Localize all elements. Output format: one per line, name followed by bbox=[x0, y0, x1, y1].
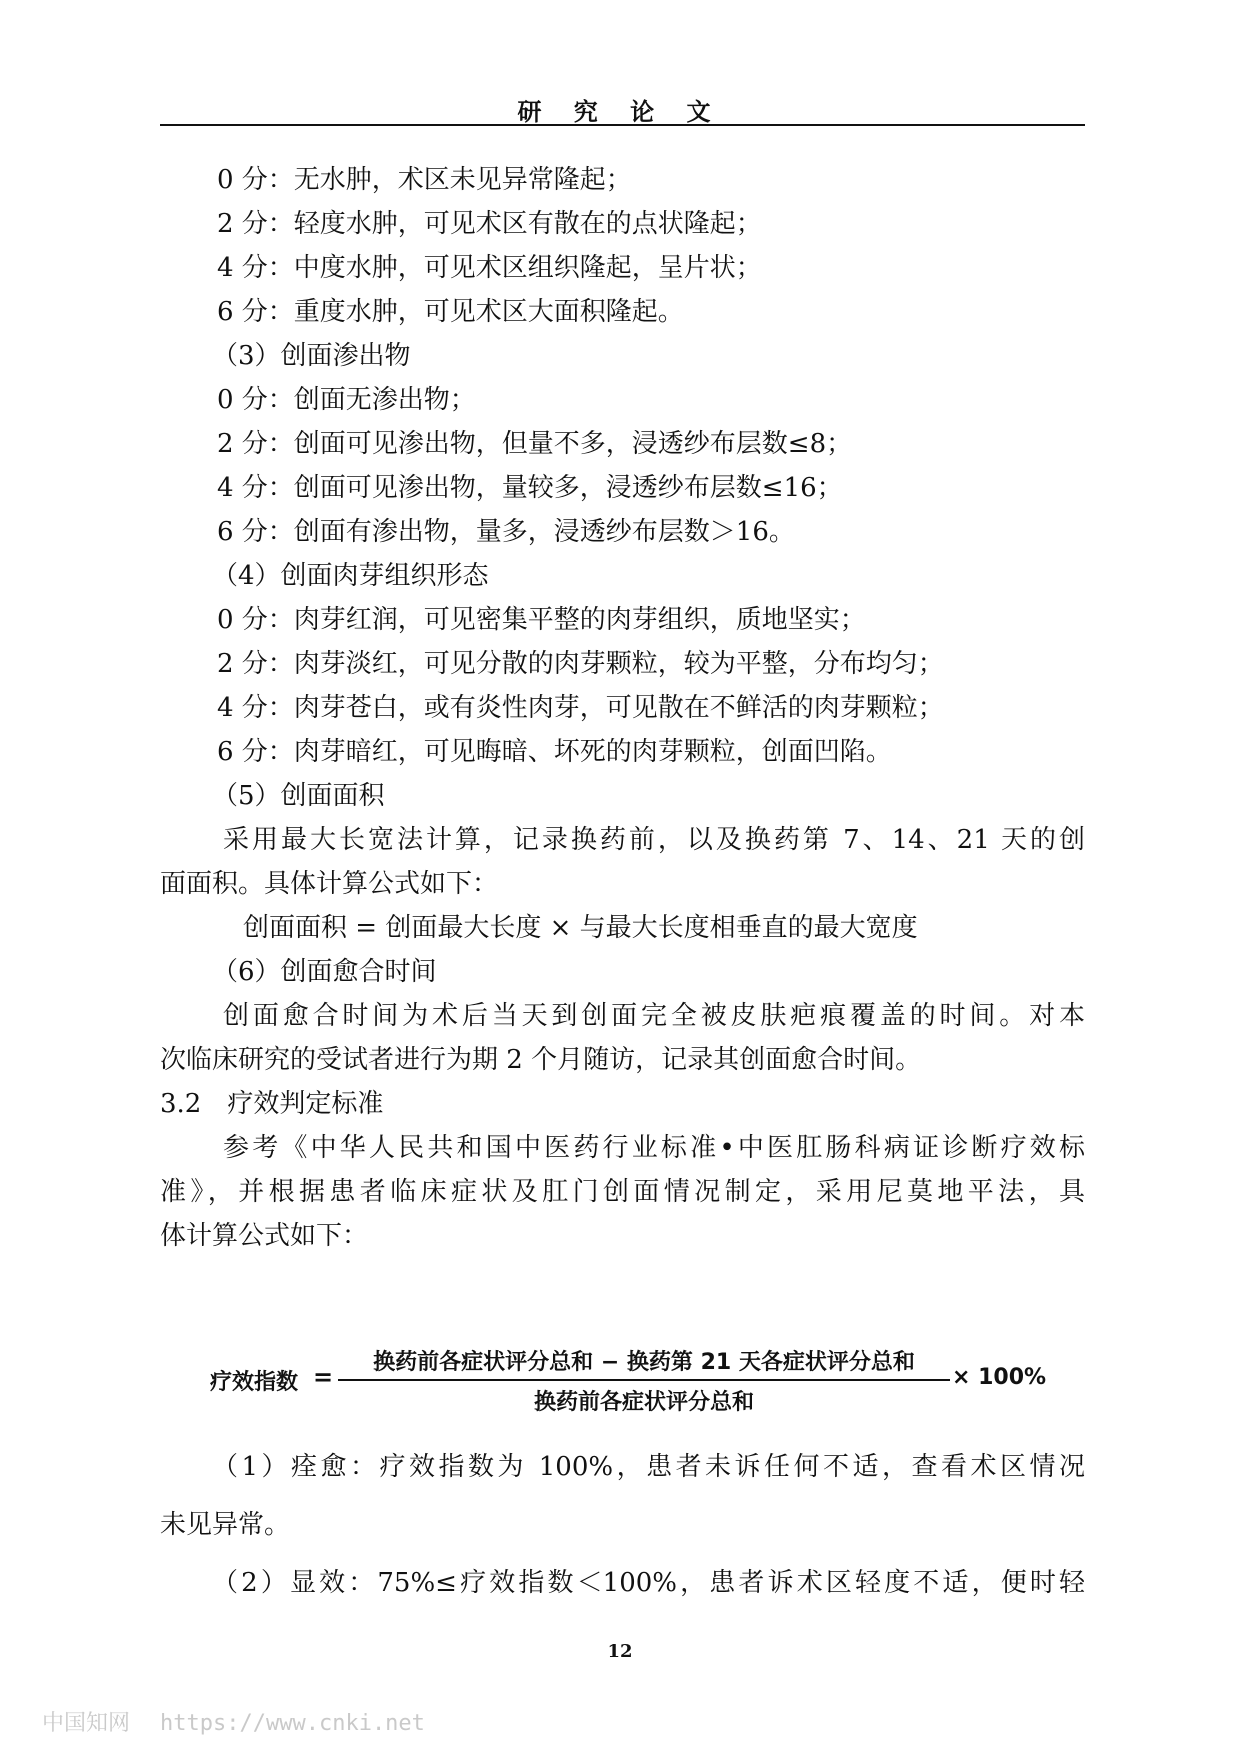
paragraph-line: 参考《中华人民共和国中医药行业标准•中医肛肠科病证诊断疗效标 bbox=[223, 1133, 1085, 1163]
paragraph-line: 准》，并根据患者临床症状及肛门创面情况制定，采用尼莫地平法，具 bbox=[160, 1177, 1085, 1207]
formula-label: 疗效指数 bbox=[210, 1370, 299, 1395]
criteria-line: （1）痊愈：疗效指数为 100%，患者未诉任何不适，查看术区情况 bbox=[212, 1452, 1085, 1482]
score-line: 0 分：无水肿，术区未见异常隆起； bbox=[217, 165, 632, 195]
score-line: 2 分：轻度水肿，可见术区有散在的点状隆起； bbox=[217, 209, 762, 239]
area-formula: 创面面积 = 创面最大长度 × 与最大长度相垂直的最大宽度 bbox=[243, 913, 918, 943]
score-line: 6 分：重度水肿，可见术区大面积隆起。 bbox=[217, 297, 684, 327]
formula-denominator: 换药前各症状评分总和 bbox=[533, 1390, 754, 1415]
score-line: 0 分：创面无渗出物； bbox=[217, 385, 476, 415]
score-line: 0 分：肉芽红润，可见密集平整的肉芽组织，质地坚实； bbox=[217, 605, 866, 635]
body-text bbox=[160, 158, 1085, 1258]
subsection-heading: （3）创面渗出物 bbox=[212, 341, 411, 371]
formula-numerator: 换药前各症状评分总和 − 换药第 21 天各症状评分总和 bbox=[373, 1350, 915, 1375]
running-header: 研 究 论 文 bbox=[517, 98, 723, 126]
fraction-bar bbox=[338, 1379, 950, 1381]
paragraph-line: 体计算公式如下： bbox=[160, 1221, 369, 1251]
formula-equals: = bbox=[313, 1363, 334, 1391]
watermark-url: https://www.cnki.net bbox=[160, 1711, 425, 1736]
subsection-heading: （6）创面愈合时间 bbox=[212, 957, 437, 987]
watermark-name: 中国知网 bbox=[42, 1711, 131, 1736]
score-line: 4 分：肉芽苍白，或有炎性肉芽，可见散在不鲜活的肉芽颗粒； bbox=[217, 693, 944, 723]
efficacy-index-formula bbox=[210, 1345, 1060, 1415]
subsection-heading: （4）创面肉芽组织形态 bbox=[212, 561, 489, 591]
criteria-line: （2）显效：75%≤疗效指数＜100%，患者诉术区轻度不适，便时轻 bbox=[212, 1568, 1085, 1598]
body-text-continued bbox=[160, 1438, 1085, 1612]
header-divider bbox=[160, 124, 1085, 126]
page-number: 12 bbox=[607, 1641, 633, 1662]
score-line: 2 分：创面可见渗出物，但量不多，浸透纱布层数≤8； bbox=[217, 429, 853, 459]
paragraph-line: 面面积。具体计算公式如下： bbox=[160, 869, 499, 899]
section-heading: 3.2 疗效判定标准 bbox=[160, 1089, 384, 1119]
score-line: 6 分：创面有渗出物，量多，浸透纱布层数＞16。 bbox=[217, 517, 795, 547]
source-watermark bbox=[42, 1706, 425, 1737]
score-line: 4 分：中度水肿，可见术区组织隆起，呈片状； bbox=[217, 253, 762, 283]
score-line: 2 分：肉芽淡红，可见分散的肉芽颗粒，较为平整，分布均匀； bbox=[217, 649, 944, 679]
paragraph-line: 次临床研究的受试者进行为期 2 个月随访，记录其创面愈合时间。 bbox=[160, 1045, 922, 1075]
score-line: 6 分：肉芽暗红，可见晦暗、坏死的肉芽颗粒，创面凹陷。 bbox=[217, 737, 892, 767]
score-line: 4 分：创面可见渗出物，量较多，浸透纱布层数≤16； bbox=[217, 473, 843, 503]
formula-multiplier: × 100% bbox=[952, 1365, 1047, 1390]
subsection-heading: （5）创面面积 bbox=[212, 781, 385, 811]
paragraph-line: 采用最大长宽法计算，记录换药前，以及换药第 7、14、21 天的创 bbox=[223, 825, 1085, 855]
paragraph-line: 创面愈合时间为术后当天到创面完全被皮肤疤痕覆盖的时间。对本 bbox=[223, 1001, 1085, 1031]
criteria-line: 未见异常。 bbox=[160, 1510, 291, 1540]
